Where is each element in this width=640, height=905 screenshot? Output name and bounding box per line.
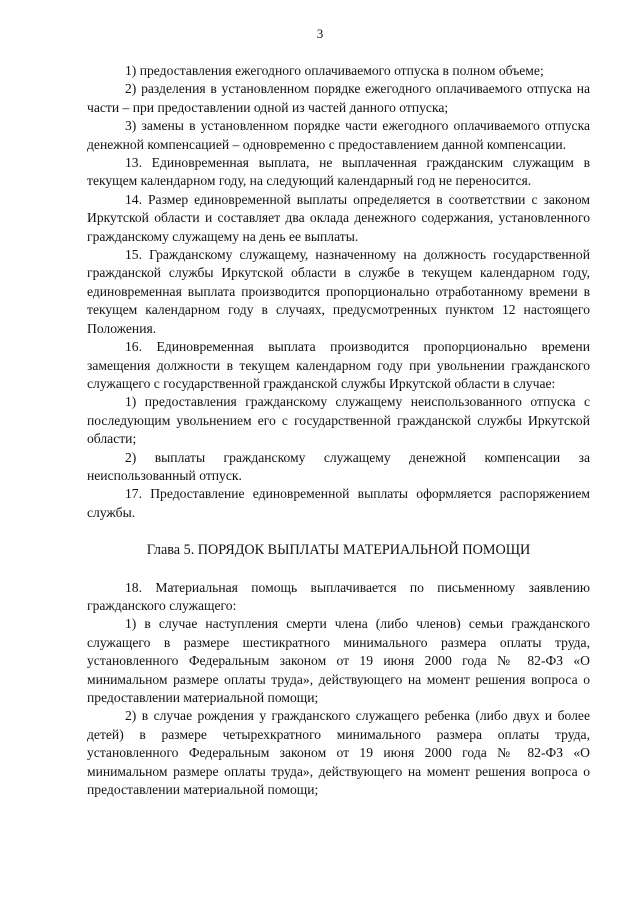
paragraph-18-item-2: 2) в случае рождения у гражданского служащего ребенка (либо двух и более детей) в размере четырехкратного минимального размера оплаты труда, установленного Федеральным законом от 19 июня 2000 года № 82-ФЗ «О минимальном размере оплаты труда», действующего на момент решения вопроса о предоставлении материальной помощи; [87, 708, 590, 798]
chapter-heading: Глава 5. ПОРЯДОК ВЫПЛАТЫ МАТЕРИАЛЬНОЙ ПОМОЩИ [146, 542, 531, 559]
document-body [87, 62, 590, 799]
paragraph-18-item-1: 1) в случае наступления смерти члена (либо членов) семьи гражданского служащего в размере шестикратного минимального размера оплаты труда, установленного Федеральным законом от 19 июня 2000 года № 82-ФЗ «О минимальном размере оплаты труда», действующего на момент решения вопроса о предоставлении материальной помощи; [87, 616, 590, 705]
page-number: 3 [316, 26, 324, 41]
paragraph-15: 15. Гражданскому служащему, назначенному на должность государственной гражданской службы Иркутской области в службе в текущем календарном году, единовременная выплата производится пропорционально отработанному времени в текущем календарном году в случаях, предусмотренных пунктом 12 настоящего Положения. [87, 247, 590, 336]
paragraph-16: 16. Единовременная выплата производится пропорционально времени замещения должности в текущем календарном году при увольнении гражданского служащего с государственной гражданской службы Иркутской области в случае: [87, 339, 590, 391]
paragraph-14: 14. Размер единовременной выплаты определяется в соответствии с законом Иркутской области и составляет два оклада денежного содержания, установленного гражданскому служащему на день ее выплаты. [87, 191, 590, 244]
paragraph-17: 17. Предоставление единовременной выплаты оформляется распоряжением службы. [87, 486, 590, 520]
paragraph-16-item-1: 1) предоставления гражданскому служащему неиспользованного отпуска с последующим увольнением его с государственной гражданской службы Иркутской области; [87, 394, 590, 447]
paragraph-16-item-2: 2) выплаты гражданскому служащему денежной компенсации за неиспользованный отпуск. [87, 449, 590, 483]
paragraph-13: 13. Единовременная выплата, не выплаченная гражданским служащим в текущем календарном году, на следующий календарный год не переносится. [87, 155, 590, 189]
paragraph-item-1: 1) предоставления ежегодного оплачиваемого отпуска в полном объеме; [125, 63, 544, 78]
paragraph-item-3: 3) замены в установленном порядке части ежегодного оплачиваемого отпуска денежной компенсацией – одновременно с предоставлением данной компенсации. [87, 118, 590, 152]
paragraph-18: 18. Материальная помощь выплачивается по письменному заявлению гражданского служащего: [87, 579, 590, 613]
paragraph-item-2: 2) разделения в установленном порядке ежегодного оплачиваемого отпуска на части – при предоставлении одной из частей данного отпуска; [87, 81, 590, 115]
